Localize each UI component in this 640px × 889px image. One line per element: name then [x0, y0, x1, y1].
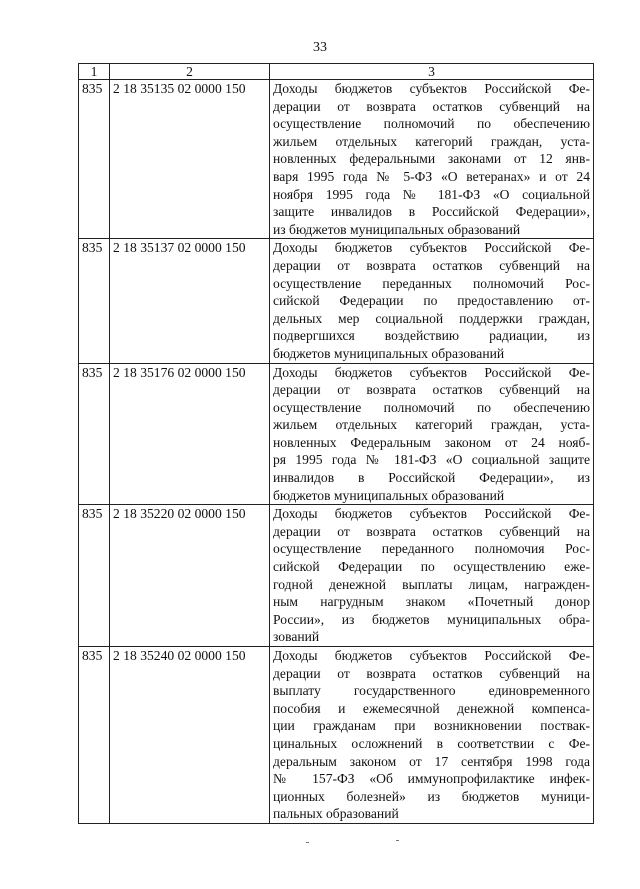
description-line: Доходы бюджетов субъектов Российской Фе-	[273, 240, 590, 256]
budget-code-cell: 2 18 35240 02 0000 150	[110, 647, 270, 824]
description-line: дерации от возврата остатков субвенций на	[273, 382, 590, 398]
description-cell	[270, 80, 594, 239]
budget-code-cell: 2 18 35137 02 0000 150	[110, 239, 270, 363]
description-line: из бюджетов муниципальных образований	[273, 221, 521, 237]
table-row	[79, 80, 594, 239]
page-number: 33	[313, 40, 327, 55]
description-line: Доходы бюджетов субъектов Российской Фе-	[273, 81, 590, 96]
description-line: осуществление полномочий по обеспечению	[273, 116, 590, 132]
description-line: дерации от возврата остатков субвенций на	[273, 665, 590, 681]
description-line: ным нагрудным знаком «Почетный донор	[273, 594, 590, 610]
budget-code-cell: 2 18 35135 02 0000 150	[110, 80, 270, 239]
table-header-row	[79, 64, 594, 80]
description-line: сийской Федерации по осуществлению еже-	[273, 559, 590, 575]
description-cell	[270, 505, 594, 647]
description-line: деральным законом от 17 сентября 1998 года	[273, 753, 590, 769]
admin-code-cell: 835	[79, 363, 110, 505]
table-row	[79, 505, 594, 647]
description-cell	[270, 239, 594, 363]
budget-code-cell: 2 18 35176 02 0000 150	[110, 363, 270, 505]
description-line: ря 1995 года № 181-ФЗ «О социальной защите	[273, 452, 590, 468]
description-line: дерации от возврата остатков субвенций на	[273, 523, 590, 539]
column-header-3: 3	[270, 64, 594, 80]
description-line: бюджетов муниципальных образований	[273, 487, 505, 503]
description-line: годной денежной выплаты лицам, награжден-	[273, 576, 590, 592]
scan-speck	[306, 842, 309, 843]
description-line: новленных Федеральным законом от 24 нояб-	[273, 434, 590, 450]
description-line: дельных мер социальной поддержки граждан,	[273, 310, 590, 326]
description-cell	[270, 363, 594, 505]
description-line: пальных образований	[273, 806, 399, 822]
description-line: новленных федеральными законами от 12 янв-	[273, 151, 590, 167]
description-line: подвергшихся воздействию радиации, из	[273, 328, 590, 344]
description-cell	[270, 647, 594, 824]
description-line: жильем отдельных категорий граждан, уста-	[273, 133, 590, 149]
description-line: № 157-ФЗ «Об иммунопрофилактике инфек-	[273, 771, 590, 787]
description-line: дерации от возврата остатков субвенций на	[273, 98, 590, 114]
scan-artifacts	[0, 842, 640, 852]
admin-code-cell: 835	[79, 80, 110, 239]
admin-code-cell: 835	[79, 647, 110, 824]
scan-speck	[396, 840, 399, 841]
admin-code-cell: 835	[79, 239, 110, 363]
description-line: жильем отдельных категорий граждан, уста-	[273, 417, 590, 433]
column-header-2: 2	[110, 64, 270, 80]
description-line: выплату государственного единовременного	[273, 683, 590, 699]
column-header-1: 1	[79, 64, 110, 80]
description-line: дерации от возврата остатков субвенций на	[273, 257, 590, 273]
description-line: бюджетов муниципальных образований	[273, 345, 505, 361]
description-line: цинальных осложнений в соответствии с Фе-	[273, 735, 590, 751]
description-line: осуществление полномочий по обеспечению	[273, 399, 590, 415]
description-line: сийской Федерации по предоставлению от-	[273, 293, 590, 309]
description-line: защите инвалидов в Российской Федерации»,	[273, 204, 590, 220]
description-line: осуществление переданного полномочия Рос-	[273, 541, 590, 557]
description-line: ции гражданам при возникновении поствак-	[273, 718, 590, 734]
description-line: ноября 1995 года № 181-ФЗ «О социальной	[273, 186, 590, 202]
description-line: ционных болезней» из бюджетов муници-	[273, 788, 590, 804]
description-line: Доходы бюджетов субъектов Российской Фе-	[273, 364, 590, 380]
budget-revenue-table	[78, 63, 594, 824]
table-row	[79, 239, 594, 363]
table-row	[79, 363, 594, 505]
description-line: Доходы бюджетов субъектов Российской Фе-	[273, 506, 590, 522]
budget-code-cell: 2 18 35220 02 0000 150	[110, 505, 270, 647]
admin-code-cell: 835	[79, 505, 110, 647]
table-row	[79, 647, 594, 824]
description-line: России», из бюджетов муниципальных обра-	[273, 611, 590, 627]
description-line: зований	[273, 629, 320, 645]
description-line: варя 1995 года № 5-ФЗ «О ветеранах» и от 24	[273, 168, 590, 184]
description-line: пособия и ежемесячной денежной компенса-	[273, 700, 590, 716]
description-line: осуществление переданных полномочий Рос-	[273, 275, 590, 291]
description-line: инвалидов в Российской Федерации», из	[273, 470, 590, 486]
description-line: Доходы бюджетов субъектов Российской Фе-	[273, 648, 590, 663]
